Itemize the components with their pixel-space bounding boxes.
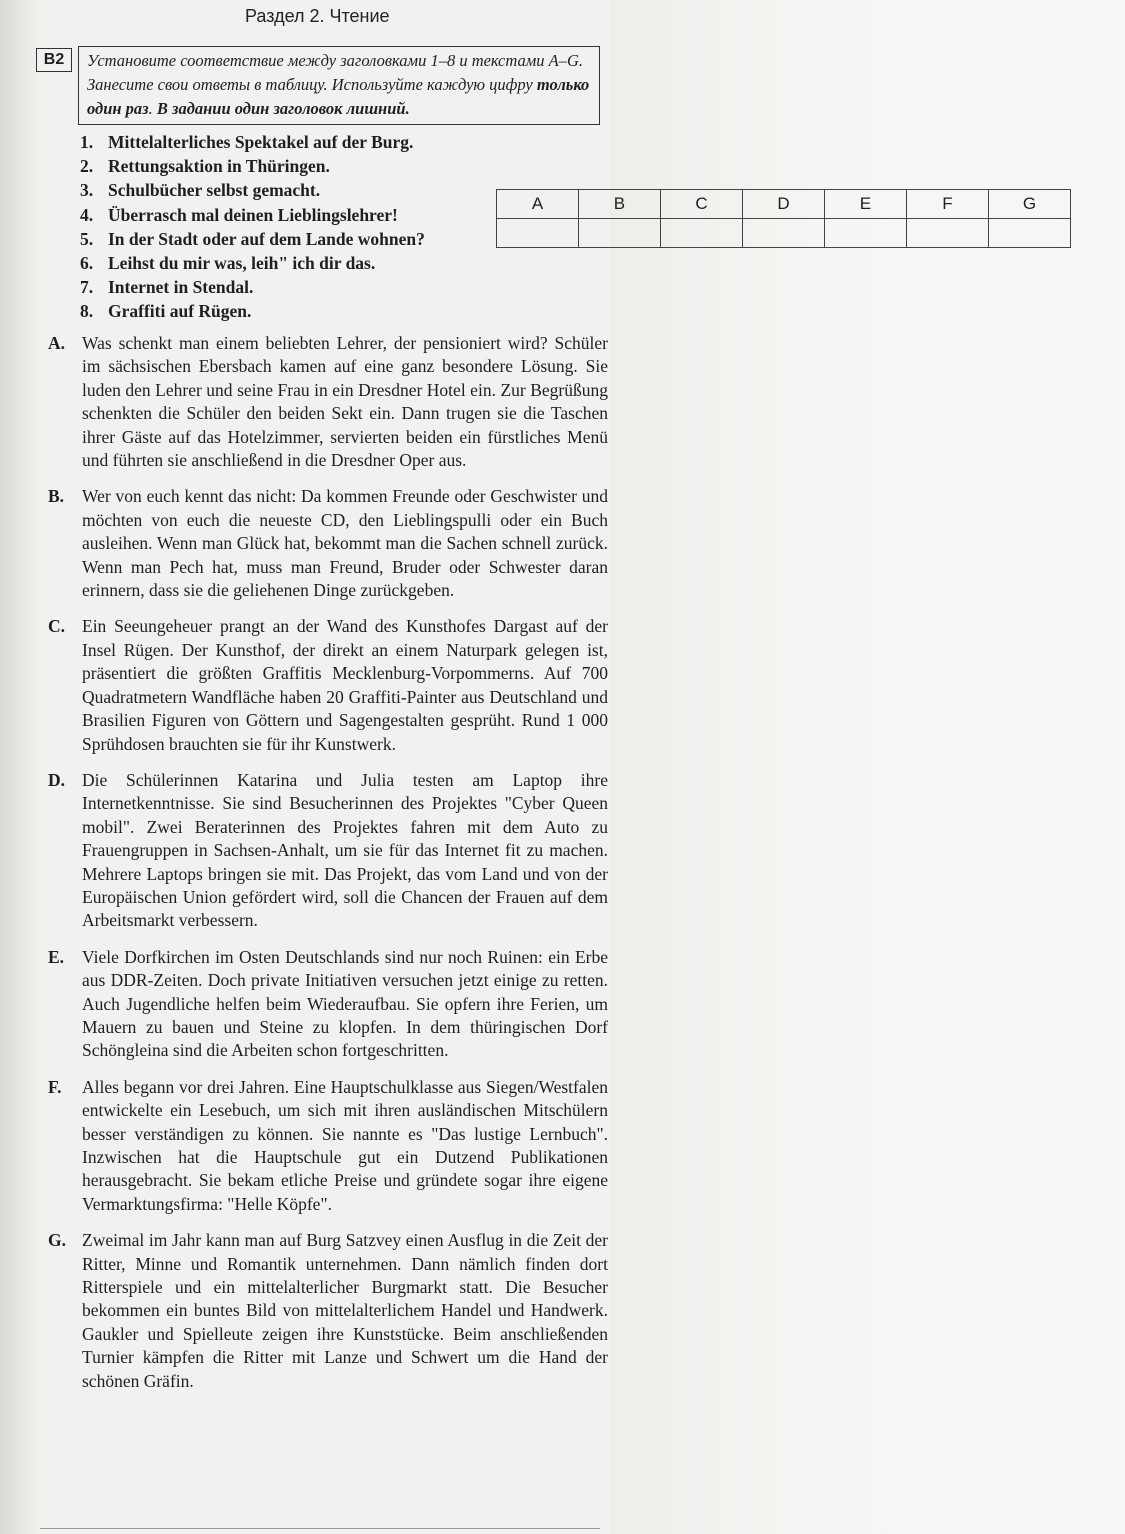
heading-number: 2. bbox=[80, 156, 94, 177]
text-body: Was schenkt man einem beliebten Lehrer, der pensioniert wird? Schüler im sächsischen Ebersbach kamen auf eine ganz besondere Lösung. Sie luden den Lehrer und seine Frau in ein Dresdner Hotel ein. Zur Begrüßung schenkten die Schüler den beiden Sekt ein. Dann trugen sie die Taschen ihrer Gäste auf das Hotelzimmer, servierten beiden ein fürstliches Menü und führten sie anschließend in die Dresdner Oper aus. bbox=[82, 333, 608, 471]
answer-cell[interactable] bbox=[824, 219, 906, 248]
text-body: Zweimal im Jahr kann man auf Burg Satzvey einen Ausflug in die Zeit der Ritter, Minne und Romantik unternehmen. Dann nämlich finden dort Ritterspiele und ein mittelalterlicher Burgmarkt statt. Die Besucher bekommen ein buntes Bild von mittelalterlichem Handel und Handwerk. Gaukler und Spielleute zeigen ihre Kunststücke. Beim anschließenden Turnier kämpfen die Ritter mit Lanze und Schwert um die Hand der schönen Gräfin. bbox=[82, 1230, 608, 1391]
heading-text: Schulbücher selbst gemacht. bbox=[108, 180, 321, 201]
heading-item bbox=[80, 154, 425, 178]
heading-text: Leihst du mir was, leih" ich dir das. bbox=[108, 253, 376, 274]
headings-list bbox=[80, 130, 425, 324]
instruction-separator: . bbox=[148, 99, 157, 118]
instruction-emphasis: только один раз bbox=[87, 75, 590, 118]
section-title: Раздел 2. Чтение bbox=[245, 6, 390, 26]
text-body: Die Schülerinnen Katarina und Julia testen am Laptop ihre Internetkenntnisse. Sie sind Besucherinnen des Projektes "Cyber Queen mobil". Zwei Beraterinnen des Projektes fahren mit dem Auto zu Frauengruppen in Sachsen-Anhalt, um sie für das Internet fit zu machen. Mehrere Laptops bringen sie mit. Das Projekt, das vom Land und von der Europäischen Union gefördert wird, soll die Chancen der Frauen auf dem Arbeitsmarkt verbessern. bbox=[82, 769, 608, 931]
heading-number: 5. bbox=[80, 228, 94, 249]
text-letter: F. bbox=[48, 1076, 62, 1097]
heading-item bbox=[80, 227, 425, 251]
text-letter: A. bbox=[48, 333, 66, 353]
answer-cell[interactable] bbox=[906, 219, 988, 248]
answer-cell[interactable] bbox=[660, 219, 742, 248]
answer-table bbox=[496, 189, 1071, 248]
answer-column-header: C bbox=[660, 190, 742, 219]
answer-column-header: F bbox=[906, 190, 988, 219]
heading-item bbox=[80, 178, 425, 202]
task-instruction bbox=[78, 46, 600, 125]
heading-text: Mittelalterliches Spektakel auf der Burg. bbox=[108, 132, 414, 152]
heading-text: Rettungsaktion in Thüringen. bbox=[108, 156, 330, 177]
heading-item bbox=[80, 251, 425, 275]
text-item bbox=[48, 1076, 608, 1216]
heading-number: 1. bbox=[80, 132, 94, 152]
heading-text: Graffiti auf Rügen. bbox=[108, 301, 252, 322]
scan-shadow-left bbox=[0, 0, 40, 1534]
heading-text: Überrasch mal deinen Lieblingslehrer! bbox=[108, 204, 398, 225]
instruction-emphasis-extra: В задании один заголовок лишний. bbox=[156, 99, 410, 118]
text-body: Wer von euch kennt das nicht: Da kommen Freunde oder Geschwister und möchten von euch die neueste CD, den Lieblingspulli oder ein Buch ausleihen. Wenn man Glück hat, bekommt man die Sachen schnell zurück. Wenn man Pech hat, muss man Freund, Bruder oder Schwester daran erinnern, dass sie die geliehenen Dinge zurückgeben. bbox=[82, 486, 608, 601]
text-item bbox=[48, 485, 608, 602]
heading-text: In der Stadt oder auf dem Lande wohnen? bbox=[108, 228, 425, 249]
text-item bbox=[48, 332, 608, 472]
heading-number: 3. bbox=[80, 180, 94, 201]
heading-number: 4. bbox=[80, 204, 94, 225]
instruction-text: Установите соответствие между заголовками 1–8 и текстами А–G. Занесите свои ответы в таблицу. Используйте каждую цифру bbox=[87, 51, 583, 94]
task-label: B2 bbox=[36, 48, 72, 72]
answer-column-header: B bbox=[578, 190, 660, 219]
text-item bbox=[48, 769, 608, 933]
answer-header-row bbox=[497, 190, 1071, 219]
answer-input-row bbox=[497, 219, 1071, 248]
heading-item bbox=[80, 203, 425, 227]
texts-list bbox=[48, 332, 608, 1406]
text-letter: E. bbox=[48, 946, 65, 967]
heading-number: 7. bbox=[80, 277, 94, 298]
heading-number: 8. bbox=[80, 301, 94, 322]
text-item bbox=[48, 1229, 608, 1393]
answer-column-header: D bbox=[742, 190, 824, 219]
text-body: Ein Seeungeheuer prangt an der Wand des Kunsthofes Dargast auf der Insel Rügen. Der Kunsthof, der direkt an einem Naturpark gelegen ist, präsentiert die größten Graffitis Mecklenburg-Vorpommerns. Auf 700 Quadratmetern Wandfläche haben 20 Graffiti-Painter aus Deutschland und Brasilien Figuren von Göttern und Sagengestalten gesprüht. Rund 1 000 Sprühdosen brauchten sie für ihr Kunstwerk. bbox=[82, 616, 608, 754]
text-letter: C. bbox=[48, 616, 66, 637]
text-letter: G. bbox=[48, 1230, 66, 1251]
text-letter: B. bbox=[48, 486, 65, 507]
heading-item bbox=[80, 130, 425, 154]
answer-column-header: G bbox=[988, 190, 1070, 219]
answer-cell[interactable] bbox=[497, 219, 579, 248]
heading-text: Internet in Stendal. bbox=[108, 277, 254, 298]
heading-item bbox=[80, 299, 425, 323]
answer-cell[interactable] bbox=[988, 219, 1070, 248]
answer-cell[interactable] bbox=[742, 219, 824, 248]
text-item bbox=[48, 946, 608, 1063]
text-letter: D. bbox=[48, 769, 66, 790]
page-bottom-rule bbox=[40, 1528, 600, 1529]
text-item bbox=[48, 615, 608, 755]
text-body: Alles begann vor drei Jahren. Eine Hauptschulklasse aus Siegen/Westfalen entwickelte ein Lesebuch, um sich mit ihren ausländischen Mitschülern besser verständigen zu können. Sie nannte es "Das lustige Lernbuch". Inzwischen hat die Hauptschule gut ein Dutzend Publikationen herausgebracht. Sie bekam etliche Preise und gründete sogar ihre eigene Vermarktungsfirma: "Helle Köpfe". bbox=[82, 1076, 608, 1214]
heading-item bbox=[80, 275, 425, 299]
answer-cell[interactable] bbox=[578, 219, 660, 248]
answer-column-header: A bbox=[497, 190, 579, 219]
answer-column-header: E bbox=[824, 190, 906, 219]
heading-number: 6. bbox=[80, 253, 94, 274]
text-body: Viele Dorfkirchen im Osten Deutschlands sind nur noch Ruinen: ein Erbe aus DDR-Zeiten. Doch private Initiativen versuchen jetzt einige zu retten. Auch Jugendliche helfen beim Wiederaufbau. Sie opfern ihre Ferien, um Mauern zu bauen und Steine zu klopfen. In dem thüringischen Dorf Schöngleina sind die Arbeiten schon fortgeschritten. bbox=[82, 946, 608, 1061]
